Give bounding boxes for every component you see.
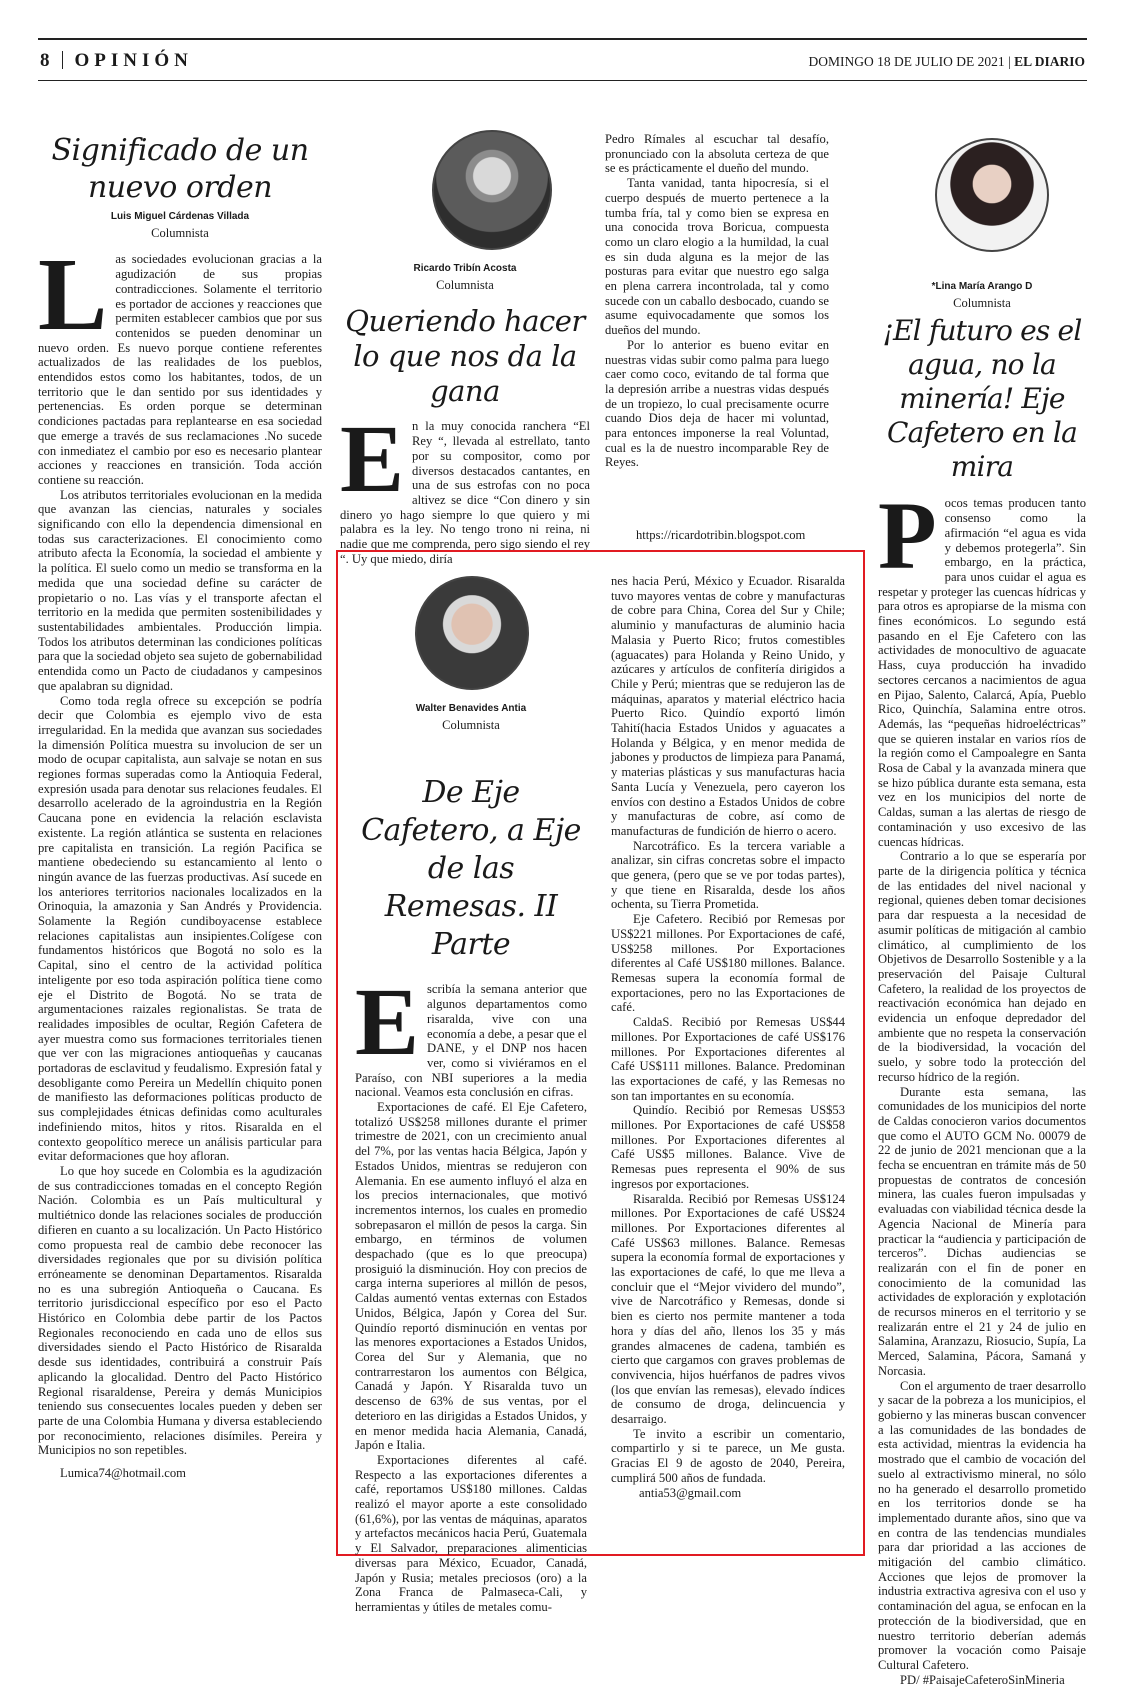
- paragraph: Por lo anterior es bueno evitar en nuestras vidas subir como palma para luego caer como coco, evitando de tal forma que la depresión arribe a nuestras vidas después de un tropiezo, lo cual precisamente ocurre cuando Dios deja de hacer mi voluntad, para entonces imponerse la real Voluntad, cual es la de nuestro incomparable Rey de Reyes.: [605, 337, 829, 470]
- paragraph: Como toda regla ofrece su excepción se podría decir que Colombia es ejemplo vivo de esta irregularidad. En la medida que avanzan sus sociedades la dimensión Política muestra su involucion de ser un modo de ocupar capitalista, aun salvaje se notan en sus regiones formas superadas como la Antioquia Federal, expresión usada para denotar sus relaciones feudales. El desarrollo acelerado de la agroindustria en la Región Caucana pone en evidencia la relación esclavista existente. La región atlántica se sustenta en relaciones pre capitalista en transición. La región Pacifica se mantiene obedeciendo su estancamiento al lento o ningún avance de las fuerzas productivas. Así sucede en los anteriores territorios nacionales localizados en la Orinoquia, la amazonia y San Andrés y Providencia. Solamente la Región cundiboyacense establece relaciones capitalistas aun insipientes.Colígese con fundamentos históricos que Bogotá no solo es la Capital, sino el centro de la actividad política inteligente por eso toda aspiración política tiene como eje el Distrito de Bogotá. No se trata de argumentaciones raizales regionalistas. Se trata de realidades imposibles de ocultar, Región Cafetera de ayer muestra como sus formaciones territoriales tienen que ver con las migraciones antioqueñas y caucanas portadoras de esclavitud y feudalismo. Expresión fatal y desobligante como Pereira un Medellín chiquito ponen de manifiesto las deformaciones políticas producto de sus complejidades étnicas definidas como aculturales indefiniendo mitos, hitos y ritos. Risaralda en el contexto geopolítico merece un análisis particular para evitar deformaciones que hoy afloran.: [38, 693, 322, 1164]
- paragraph: Las sociedades evolucionan gracias a la agudización de sus propias contradicciones. Solamente el territorio es portador de acciones y reacciones que permiten establecer cambios que por sus contenidos se pueden denominar un nuevo orden. Es nuevo porque contiene referentes actualizados de las realidades de los pueblos, entendidos estos como los habitantes, todos, de un territorio que le dan sentido por sus identidades y pertenencias. Es orden porque se determinan condiciones pactadas para replantearse en esa sociedad que emerge a través de sus reclamaciones .No sucede con inmediatez el cambio por eso es necesario plantear acciones y reacciones en transición. Toda acción contiene su reacción.: [38, 237, 322, 487]
- article-remesas-left: [355, 698, 587, 1615]
- paragraph: En la muy conocida ranchera “El Rey “, llevada al estrellato, tanto por su compositor, como por diversos destacados cantantes, en una de sus estrofas con no poca altivez se dice “Con dinero y sin dinero yo hago siempre lo que quiero y mi palabra es la ley. No tengo trono ni reina, ni nadie que me comprenda, pero sigo siendo el rey “. Uy que miedo, diría: [340, 405, 590, 566]
- drop-cap: L: [38, 237, 108, 353]
- paragraph: Escribía la semana anterior que algunos departamentos como risaralda, vive con una economía a debe, a pesar que el DANE, y el DNP nos hacen ver, como si viviéramos en el Paraíso, con NBI superiores a la media nacional. Veamos esta conclusión en cifras.: [355, 968, 587, 1100]
- author-photo-benavides: [415, 576, 529, 690]
- article-title: Significado de un nuevo orden: [51, 133, 309, 205]
- paragraph: Pocos temas producen tanto consenso como la afirmación “el agua es vida y debemos protegerla”. Sin embargo, en la práctica, para unos cuidar el agua es respetar y proteger las cuencas hídricas y para otros es apropiarse de la misma con fines económicos. Lo segundo está pasando en el Eje Cafetero con las actividades de monocultivo de aguacate Hass, cuya producción ha invadido sectores cercanos a nacimientos de agua en Pijao, Salento, Calarcá, Apía, Pueblo Rico, Quinchía, Salamina entre otros. Además, las “pequeñas hidroeléctricas” que se quieren instalar en varios ríos de la región como el Campoalegre en Santa Rosa de Cabal y la avanzada minera que se hizo pública durante esta semana, esta vez en los municipios del norte de Caldas, suman a las alertas de riesgo de contaminación y uso excesivo de las cuencas hídricas.: [878, 482, 1086, 849]
- issue-date: DOMINGO 18 DE JULIO DE 2021: [808, 54, 1005, 69]
- paragraph: Pedro Rímales al escuchar tal desafío, pronunciado con la absoluta certeza de que se es prácticamente el dueño del mundo.: [605, 132, 829, 176]
- article-title: De Eje Cafetero, a Eje de las Remesas. II Parte: [361, 775, 581, 963]
- author-photo-arango: [935, 138, 1049, 252]
- author-name: *Lina María Arango D: [931, 281, 1033, 292]
- article-queriendo: [340, 258, 590, 566]
- masthead: [38, 38, 1087, 81]
- paragraph: Con el argumento de traer desarrollo y sacar de la pobreza a los municipios, el gobierno y las mineras buscan convencer a las comunidades de las bondades de esta actividad, mientras la evidencia ha mostrado que el cambio de vocación del suelo al extractivismo mineral, no sólo no ha generado el desarrollo prometido en los territorios donde se ha implementado durante años, sino que va en contra de las tendencias mundiales para dar prioridad a las acciones de mitigación del cambio climático. Acciones que lejos de promover la industria extractiva agresiva con el uso y contaminación del agua, se enfocan en la protección de la biodiversidad, que en nuestro territorio deberían además promover la vocación como Paisaje Cultural Cafetero.: [878, 1378, 1086, 1672]
- paragraph: CaldaS. Recibió por Remesas US$44 millones. Por Exportaciones de café US$176 millones. Por Exportaciones diferentes al Café US$111 millones. Balance. Predominan las exportaciones de café, y las Remesas no son tan importantes en su economía.: [611, 1015, 845, 1103]
- article-title: ¡El futuro es el agua, no la minería! Eje Cafetero en la mira: [882, 314, 1082, 484]
- paragraph: Los atributos territoriales evolucionan en la medida que avanzan las ciencias, naturales y sociales significando con ello la dependencia dimensional en todas sus caracterizaciones. El conocimiento como atributo afecta la Economía, la sociedad el ambiente y la política. El suelo como un medio se transforma en la medida que una sociedad define su carácter de propietario o no. Las vías y el transporte afectan el territorio en la medida que permiten sostenibilidades y sustentabilidades ambientales. Producción limpia. Todos los atributos determinan las condiciones políticas para que la sociedad objeto sea sujeto de gobernabilidad entendida como un Pacto de ciudadanos y campesinos que apalabran su dignidad.: [38, 487, 322, 693]
- paragraph: Narcotráfico. Es la tercera variable a analizar, sin cifras concretas sobre el impacto que genera, (pero que se ve por todas partes), y que tiene en Risaralda, desde los años ochenta, su Tierra Prometida.: [611, 838, 845, 912]
- page-number: 8: [40, 50, 50, 71]
- article-futuro-agua: [878, 276, 1086, 1687]
- article-remesas-right: [611, 574, 845, 1500]
- author-role: Columnista: [436, 277, 494, 292]
- author-photo-tribin: [432, 130, 552, 250]
- paragraph: Exportaciones diferentes al café. Respecto a las exportaciones diferentes a café, reportamos US$180 millones. Caldas realizó el mayor aporte a este consolidado (61,6%), por las ventas de máquinas, aparatos y artefactos mecánicos hacia Perú, Guatemala y El Salvador, preparaciones alimenticias diversas para México, Ecuador, Canadá, Japón y Rusia; metales preciosos (oro) a la Zona Franca de Palmaseca-Cali, y herramientas y útiles de metales comu-: [355, 1452, 587, 1614]
- section-name: OPINIÓN: [74, 50, 193, 71]
- newspaper-name: EL DIARIO: [1014, 54, 1085, 69]
- article-title: Queriendo hacer lo que nos da la gana: [345, 304, 585, 409]
- article-queriendo-continued: [605, 132, 829, 470]
- paragraph: Lo que hoy sucede en Colombia es la agudización de sus contradicciones tomadas en el concepto Región Nación. Colombia es un País multicultural y multiétnico donde las relaciones sociales de producción difieren en cuanto a su localización. Un Pacto Histórico como propuesta real de cambio debe reconocer las diversidades regionales que por su división política erróneamente se denominan Departamentos. Risaralda no es una subregión Antioqueña o Caucana. Es territorio jurisdiccional específico por eso el Pacto Histórico en Colombia debe partir de los Pactos Regionales reconociendo en cada uno de ellos sus diversidades siendo el Pacto Histórico de Risaralda desde sus identidades, contribuirá a construir País aplicando la glocalidad. Dentro del Pacto Histórico Regional risaraldense, Pereira y demás Municipios teniendo sus consecuentes locales pueden y deben ser parte de una Colombia Humana y diversa estableciendo por reconocimiento, relaciones disímiles. Pereira y Municipios no son repetibles.: [38, 1164, 322, 1458]
- drop-cap: E: [340, 405, 405, 513]
- author-role: Columnista: [442, 717, 500, 732]
- author-name: Ricardo Tribín Acosta: [413, 263, 517, 274]
- author-email: Lumica74@hotmail.com: [60, 1466, 186, 1481]
- paragraph: Eje Cafetero. Recibió por Remesas por US$221 millones. Por Exportaciones de café, US$258 millones. Por Exportaciones diferentes al Café US$180 millones. Balance. Remesas supera la economía formal de exportaciones, pero no las Exportaciones de café.: [611, 912, 845, 1015]
- author-role: Columnista: [151, 225, 209, 240]
- paragraph: Contrario a lo que se esperaría por parte de la dirigencia política y técnica de las entidades del nivel nacional y regional, quienes deben tomar decisiones para dar respuesta a la necesidad de asumir políticas de mitigación al cambio climático, al cumplimiento de los Objetivos de Desarrollo Sostenible y a la preservación del Paisaje Cultural Cafetero, la realidad de los proyectos de reactivación económica han dejado en evidencia un enfoque depredador del ambiente que no respeta la conservación de la biodiversidad, la vocación del suelo, y sobre todo la protección del recurso hídrico de la región.: [878, 849, 1086, 1084]
- postscript: PD/ #PaisajeCafeteroSinMineria: [900, 1672, 1065, 1687]
- author-name: Walter Benavides Antia: [415, 703, 527, 714]
- paragraph: Te invito a escribir un comentario, compartirlo y si te parece, un Me gusta. Gracias El 9 de agosto de 2040, Pereira, cumplirá 500 años de fundada.: [611, 1426, 845, 1485]
- blog-link[interactable]: https://ricardotribin.blogspot.com: [636, 528, 806, 542]
- paragraph: nes hacia Perú, México y Ecuador. Risaralda tuvo mayores ventas de cobre y manufacturas de cobre para China, Corea del Sur y Chile; aluminio y manufacturas de aluminio hacia Malasia y Puerto Rico; frutos comestibles (aguacates) para Holanda y Reino Unido, y azúcares y artículos de confitería dirigidos a Chile y Perú; mientras que se redujeron las de máquinas, aparatos y material eléctrico hacia Puerto Rico. Quindío exportó limón Tahití(hacia Estados Unidos y aguacates a Holanda y Bélgica, y en menor medida de jabones y productos de limpieza para Panamá, y materias plásticas y sus manufacturas hacia Santa Lucía y Venezuela, pero cayeron los envíos con destino a Estados Unidos de cobre y manufacturas de cobre, así como de manufacturas de fundición de hierro o acero.: [611, 574, 845, 838]
- section-header: [40, 50, 193, 72]
- paragraph: Quindío. Recibió por Remesas US$53 millones. Por Exportaciones de café US$58 millones. Por Exportaciones diferentes al Café US$5 millones. Balance. Vive de Remesas pues representa el 90% de sus ingresos por exportaciones.: [611, 1103, 845, 1191]
- author-role: Columnista: [953, 295, 1011, 310]
- paragraph: Tanta vanidad, tanta hipocresía, si el cuerpo después de muerto pertenece a la tumba fría, tal y como bien se expresa en una conocida trova Boricua, compuesta como un claro elogio a la humildad, la cual es sin duda alguna es la mejor de las posturas para evitar que nuestro ego salga en plena carrera incontrolada, tal y como sucede con un caballo desbocado, cuando se asume equivocadamente que somos los dueños del mundo.: [605, 176, 829, 338]
- author-email: antia53@gmail.com: [639, 1485, 742, 1500]
- paragraph: Exportaciones de café. El Eje Cafetero, totalizó US$258 millones durante el primer trimestre de 2021, con un crecimiento anual del 7%, por las ventas hacia Bélgica, Japón y Estados Unidos, mientras se redujeron con Alemania. En ese aumento influyó el alza en los precios internacionales, que motivó incrementos internos, los cuales en promedio sobrepasaron el millón de pesos la carga. Sin embargo, en términos de volumen despachado (que es lo que preocupa) prosiguió la disminución. Hoy con precios de carga interna superiores al millón de pesos, Caldas aumentó ventas externas con Estados Unidos, Bélgica, Japón y Corea del Sur. Quindío reportó disminución en ventas por las menores exportaciones a Estados Unidos, Corea del Sur y Alemania, que no contrarrestaron los aumentos con Bélgica, Canadá y Japón. Y Risaralda tuvo un descenso de 63% de sus ventas, por el deterioro en las dirigidas a Estados Unidos, y en menor medida hacia Alemania, Canadá, Japón e Italia.: [355, 1100, 587, 1453]
- article-significado: [38, 132, 322, 1481]
- date-line: DOMINGO 18 DE JULIO DE 2021 | EL DIARIO: [808, 54, 1085, 69]
- drop-cap: P: [878, 482, 937, 590]
- drop-cap: E: [355, 968, 420, 1076]
- author-name: Luis Miguel Cárdenas Villada: [110, 211, 250, 222]
- paragraph: Risaralda. Recibió por Remesas US$124 millones. Por Exportaciones de café US$24 millones. Por Exportaciones diferentes al Café US$63 millones. Balance. Remesas supera la economía formal de exportaciones y las exportaciones de café, lo que me lleva a concluir que el “Mejor vividero del mundo”, vive de Narcotráfico y Remesas, donde si bien es cierto nos permite mantener a toda hora y días del año, llenos los 35 y más grandes almacenes de cadena, también es cierto que cargamos con graves problemas de convivencia, hijos huérfanos de padres vivos (los que envían las remesas), elevado índices de consumo de droga, delincuencia y desarraigo.: [611, 1191, 845, 1427]
- paragraph: Durante esta semana, las comunidades de los municipios del norte de Caldas conocieron varios documentos que como el AUTO GCM No. 00079 de 22 de junio de 2021 mencionan que a la fecha se encuentran en trámite más de 50 propuestas de contratos de concesión minera, las cuales fueron impulsadas y evaluadas con viabilidad técnica desde la Agencia Nacional de Minería para practicar la “audiencia y participación de terceros”. Dichas audiencias se realizarán con el fin de poner en conocimiento de la comunidad las actividades de exploración y explotación de recursos mineros en el territorio y se realizarán entre el 21 y 24 de julio en Salamina, Aranzazu, Riosucio, Supía, La Merced, Salamina, Pácora, Samaná y Norcasia.: [878, 1084, 1086, 1378]
